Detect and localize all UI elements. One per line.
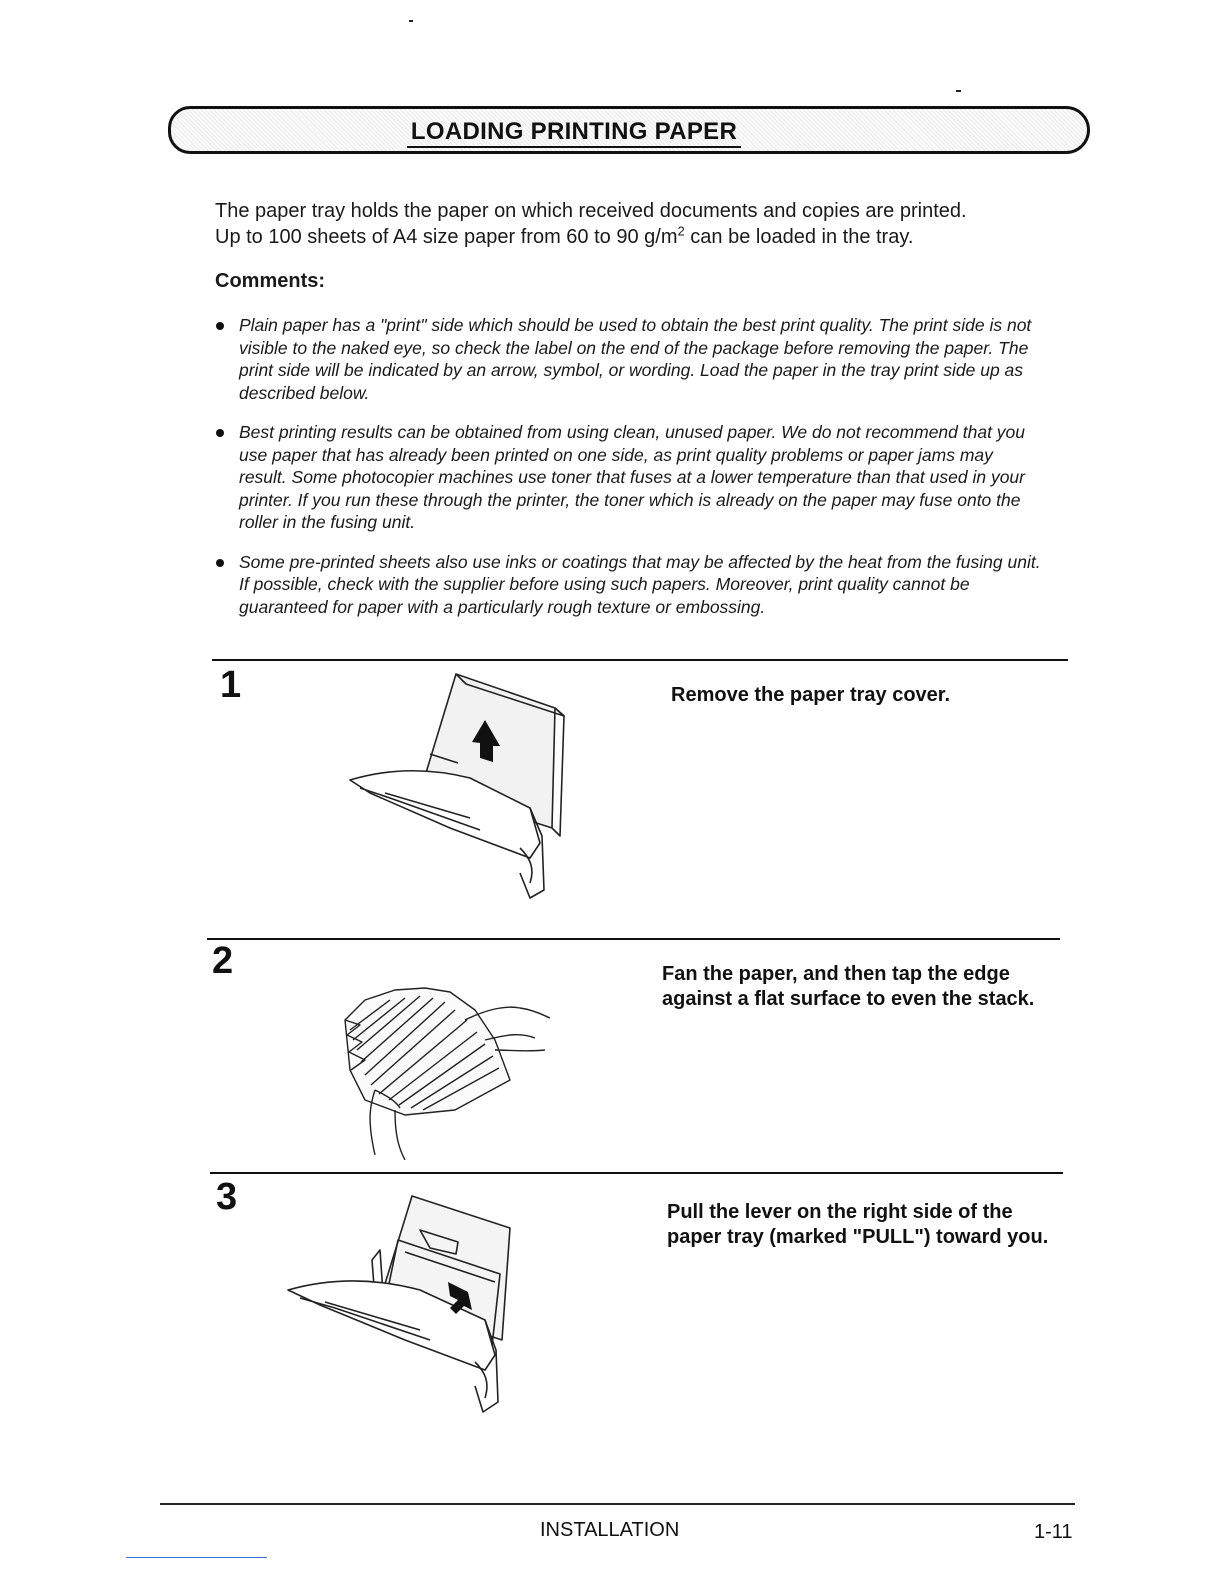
- footer-section-label: INSTALLATION: [540, 1519, 680, 1541]
- scan-artifact-line: [126, 1557, 267, 1558]
- intro-line-2: Up to 100 sheets of A4 size paper from 60 to 90 $g/m^2$ can be loaded in the tray.: [215, 223, 914, 248]
- step-number: 3: [216, 1176, 238, 1218]
- comments-list: [215, 314, 1045, 635]
- comments-heading: Comments:: [215, 270, 326, 292]
- page-title: LOADING PRINTING PAPER: [171, 118, 1087, 146]
- step-number: 2: [212, 940, 234, 982]
- comment-item: Plain paper has a "print" side which should be used to obtain the best print quality. The print side is not visible to the naked eye, so check the label on the end of the package before removing the paper. The print side will be indicated by an arrow, symbol, or wording. Load the paper in the tray print side up as described below.: [215, 314, 1045, 404]
- step-divider: [210, 1172, 1063, 1174]
- intro-paragraph: [215, 198, 1075, 250]
- pull-lever-icon: [280, 1190, 530, 1420]
- step-divider: [207, 938, 1060, 940]
- intro-line-1: The paper tray holds the paper on which received documents and copies are printed.: [215, 200, 967, 222]
- scan-speck: [409, 20, 413, 22]
- comment-item: Best printing results can be obtained from using clean, unused paper. We do not recommend that you use paper that has already been printed on one side, as print quality problems or paper jams may result. Some photocopier machines use toner that fuses at a lower temperature than that used in your printer. If you run these through the printer, the toner which is already on the paper may fuse onto the roller in the fusing unit.: [215, 421, 1045, 534]
- step-instruction: Fan the paper, and then tap the edge against a flat surface to even the stack.: [662, 963, 1035, 1010]
- step-number: 1: [220, 664, 242, 706]
- step-divider: [212, 659, 1068, 661]
- page-number: 1-11: [1034, 1521, 1073, 1543]
- title-banner: [168, 106, 1090, 154]
- printer-tray-cover-removal-icon: [330, 668, 590, 908]
- fanning-paper-stack-icon: [335, 980, 565, 1160]
- comment-item: Some pre-printed sheets also use inks or coatings that may be affected by the heat from the fusing unit. If possible, check with the supplier before using such papers. Moreover, print quality cannot be guaranteed for paper with a particularly rough texture or embossing.: [215, 551, 1045, 619]
- footer-divider: [160, 1503, 1075, 1505]
- step-instruction: Pull the lever on the right side of the paper tray (marked "PULL") toward you.: [667, 1201, 1049, 1248]
- step-instruction: Remove the paper tray cover.: [671, 684, 951, 706]
- scan-speck: [956, 90, 961, 92]
